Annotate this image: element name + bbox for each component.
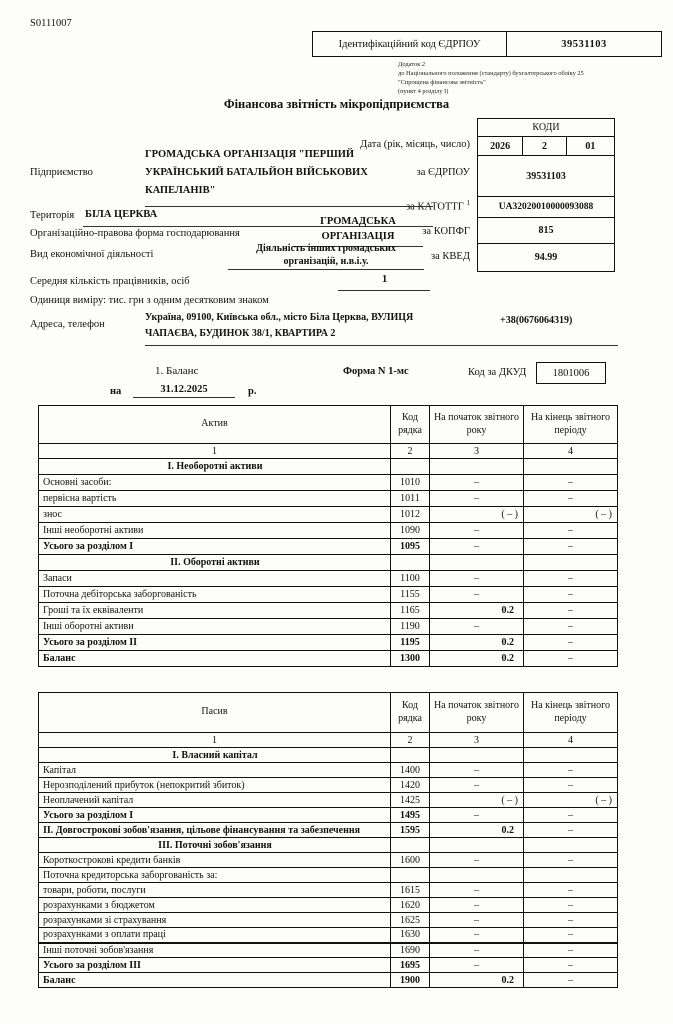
value-period-start <box>430 838 524 853</box>
table-row <box>39 808 618 823</box>
row-code <box>391 459 430 475</box>
section-header-row <box>39 748 618 763</box>
kopfg-label: за КОПФГ <box>422 226 470 237</box>
row-label: Основні засоби: <box>39 475 391 491</box>
table-header-row <box>39 406 618 444</box>
value-period-end: – <box>524 571 618 587</box>
value-period-end: ( – ) <box>524 793 618 808</box>
row-label: Усього за розділом II <box>39 635 391 651</box>
col-number: 4 <box>524 733 618 748</box>
col-number: 3 <box>430 733 524 748</box>
value-period-end: – <box>524 928 618 943</box>
table-row <box>39 491 618 507</box>
value-period-end: – <box>524 619 618 635</box>
activity-value: Діяльність інших громадських організацій, н.в.і.у. <box>256 243 396 267</box>
col-number: 1 <box>39 444 391 459</box>
territory-value: БІЛА ЦЕРКВА <box>85 209 158 220</box>
value-period-start: – <box>430 808 524 823</box>
row-label: Усього за розділом III <box>39 958 391 973</box>
col-header-period-end: На кінець звітного періоду <box>524 693 618 733</box>
row-code: 1900 <box>391 973 430 988</box>
value-period-end: – <box>524 958 618 973</box>
value-period-start: – <box>430 571 524 587</box>
row-label: товари, роботи, послуги <box>39 883 391 898</box>
row-label: Баланс <box>39 651 391 667</box>
value-period-end: – <box>524 883 618 898</box>
value-period-start: – <box>430 778 524 793</box>
row-label: II. Довгострокові зобов'язання, цільове фінансування та забезпечення <box>39 823 391 838</box>
edrpou-label: за ЄДРПОУ <box>416 167 470 178</box>
row-code <box>391 868 430 883</box>
row-code: 1090 <box>391 523 430 539</box>
section-header-row <box>39 838 618 853</box>
value-period-start: ( – ) <box>430 507 524 523</box>
col-header-row-code: Код рядка <box>391 406 430 444</box>
column-number-row <box>39 444 618 459</box>
value-period-end: – <box>524 651 618 667</box>
table-row <box>39 475 618 491</box>
value-period-start: – <box>430 898 524 913</box>
row-label: Короткострокові кредити банків <box>39 853 391 868</box>
value-period-start <box>430 748 524 763</box>
table-row <box>39 928 618 943</box>
katottg-code-cell: UA32020010000093088 <box>498 202 594 212</box>
table-row <box>39 853 618 868</box>
kved-label: за КВЕД <box>430 251 470 262</box>
value-period-start: 0.2 <box>430 635 524 651</box>
value-period-start <box>430 555 524 571</box>
value-period-end <box>524 868 618 883</box>
value-period-start: – <box>430 913 524 928</box>
value-period-end: – <box>524 763 618 778</box>
legal-form-value: ГРОМАДСЬКА ОРГАНІЗАЦІЯ <box>320 216 396 242</box>
value-period-start: – <box>430 619 524 635</box>
row-label: III. Поточні зобов'язання <box>39 838 391 853</box>
section-header-row <box>39 555 618 571</box>
row-label: Поточна кредиторська заборгованість за: <box>39 868 391 883</box>
col-header-liability: Пасив <box>39 693 391 733</box>
edrpou-code-cell: 39531103 <box>526 170 566 182</box>
table-row <box>39 793 618 808</box>
row-label: знос <box>39 507 391 523</box>
row-label: Гроші та їх еквіваленти <box>39 603 391 619</box>
table-row <box>39 958 618 973</box>
section-header-row <box>39 459 618 475</box>
table-row <box>39 883 618 898</box>
table-row <box>39 635 618 651</box>
activity-underline <box>228 269 424 270</box>
territory-label: Територія <box>30 210 75 221</box>
date-day-cell: 01 <box>585 140 596 152</box>
asset-balance-table <box>38 405 618 667</box>
value-period-end: – <box>524 539 618 555</box>
value-period-start: 0.2 <box>430 973 524 988</box>
row-label: Нерозподілений прибуток (непокритий збиток) <box>39 778 391 793</box>
table-row <box>39 523 618 539</box>
row-code: 1190 <box>391 619 430 635</box>
kopfg-code-cell: 815 <box>538 225 554 236</box>
row-label: первісна вартість <box>39 491 391 507</box>
col-header-period-start: На початок звітного року <box>430 693 524 733</box>
value-period-end: – <box>524 587 618 603</box>
codes-box <box>477 118 615 272</box>
value-period-start: 0.2 <box>430 603 524 619</box>
value-period-end: – <box>524 853 618 868</box>
value-period-start <box>430 459 524 475</box>
row-code: 1420 <box>391 778 430 793</box>
row-label: Усього за розділом I <box>39 539 391 555</box>
value-period-start: – <box>430 928 524 943</box>
value-period-end: – <box>524 523 618 539</box>
column-number-row <box>39 733 618 748</box>
employees-value: 1 <box>382 274 388 285</box>
report-date-prefix: на <box>110 386 122 397</box>
address-underline <box>145 345 618 346</box>
value-period-end: – <box>524 778 618 793</box>
value-period-start: – <box>430 491 524 507</box>
row-code: 1615 <box>391 883 430 898</box>
table-row <box>39 973 618 988</box>
liability-table-body <box>39 748 618 988</box>
date-year-cell: 2026 <box>478 137 523 155</box>
row-label: II. Оборотні активи <box>39 555 391 571</box>
row-code: 1155 <box>391 587 430 603</box>
value-period-start: 0.2 <box>430 651 524 667</box>
asset-table-body <box>39 459 618 667</box>
row-label: Інші оборотні активи <box>39 619 391 635</box>
value-period-end: – <box>524 475 618 491</box>
value-period-end: ( – ) <box>524 507 618 523</box>
row-code: 1095 <box>391 539 430 555</box>
address-label: Адреса, телефон <box>30 319 105 330</box>
value-period-start: – <box>430 883 524 898</box>
table-row <box>39 619 618 635</box>
row-label: Запаси <box>39 571 391 587</box>
row-code: 1400 <box>391 763 430 778</box>
value-period-end: – <box>524 635 618 651</box>
row-code: 1425 <box>391 793 430 808</box>
col-number: 1 <box>39 733 391 748</box>
value-period-start: – <box>430 958 524 973</box>
table-row <box>39 571 618 587</box>
row-code: 1300 <box>391 651 430 667</box>
col-header-period-end: На кінець звітного періоду <box>524 406 618 444</box>
row-label: I. Власний капітал <box>39 748 391 763</box>
row-label: Інші поточні зобов'язання <box>39 943 391 958</box>
table-row <box>39 763 618 778</box>
row-label: Баланс <box>39 973 391 988</box>
value-period-start: ( – ) <box>430 793 524 808</box>
dkud-value-box: 1801006 <box>536 362 606 384</box>
row-label: Інші необоротні активи <box>39 523 391 539</box>
row-code: 1495 <box>391 808 430 823</box>
enterprise-name-value: ГРОМАДСЬКА ОРГАНІЗАЦІЯ "ПЕРШИЙ УКРАЇНСЬКИЙ БАТАЛЬЙОН ВІЙСЬКОВИХ КАПЕЛАНІВ" <box>145 149 368 196</box>
unit-note: Одиниця виміру: тис. грн з одним десятковим знаком <box>30 295 269 306</box>
row-label: розрахунками зі страхування <box>39 913 391 928</box>
table-row <box>39 603 618 619</box>
row-code: 1620 <box>391 898 430 913</box>
value-period-end: – <box>524 808 618 823</box>
value-period-end: – <box>524 491 618 507</box>
row-code: 1695 <box>391 958 430 973</box>
row-label: Неоплачений капітал <box>39 793 391 808</box>
value-period-start: – <box>430 539 524 555</box>
row-label: Усього за розділом I <box>39 808 391 823</box>
row-code: 1595 <box>391 823 430 838</box>
employees-label: Середня кількість працівників, осіб <box>30 276 190 287</box>
col-header-row-code: Код рядка <box>391 693 430 733</box>
edrpou-id-box <box>312 31 662 57</box>
col-number: 3 <box>430 444 524 459</box>
codes-header: КОДИ <box>532 122 560 133</box>
table-row <box>39 913 618 928</box>
table-header-row <box>39 693 618 733</box>
row-code: 1165 <box>391 603 430 619</box>
row-label: Поточна дебіторська заборгованість <box>39 587 391 603</box>
legal-form-label: Організаційно-правова форма господарювання <box>30 228 240 239</box>
regulation-notes: Додаток 2 до Національного положення (стандарту) бухгалтерського обліку 25 "Спрощена фінансова звітність" (пункт 4 розділу I) <box>398 61 584 95</box>
employees-underline <box>338 290 430 291</box>
table-row <box>39 898 618 913</box>
balance-section-title: 1. Баланс <box>155 365 199 377</box>
table-row <box>39 651 618 667</box>
row-label: розрахунками з оплати праці <box>39 928 391 943</box>
row-code: 1011 <box>391 491 430 507</box>
table-row <box>39 587 618 603</box>
form-number: Форма N 1-мс <box>343 366 409 377</box>
row-code: 1010 <box>391 475 430 491</box>
row-code: 1100 <box>391 571 430 587</box>
value-period-end: – <box>524 603 618 619</box>
phone-value: +38(0676064319) <box>500 315 573 326</box>
row-code: 1012 <box>391 507 430 523</box>
row-code: 1195 <box>391 635 430 651</box>
value-period-start: – <box>430 475 524 491</box>
dkud-label: Код за ДКУД <box>468 367 527 378</box>
table-row <box>39 507 618 523</box>
row-code <box>391 748 430 763</box>
value-period-start <box>430 868 524 883</box>
date-label: Дата (рік, місяць, число) <box>360 139 470 150</box>
value-period-end <box>524 748 618 763</box>
row-code <box>391 838 430 853</box>
table-row <box>39 823 618 838</box>
row-code: 1630 <box>391 928 430 943</box>
date-month-cell: 2 <box>523 137 566 155</box>
value-period-start: – <box>430 523 524 539</box>
katottg-label: за КАТОТТГ $^1$ <box>406 199 470 213</box>
value-period-start: – <box>430 763 524 778</box>
value-period-end: – <box>524 943 618 958</box>
value-period-start: 0.2 <box>430 823 524 838</box>
row-label: I. Необоротні активи <box>39 459 391 475</box>
row-label: розрахунками з бюджетом <box>39 898 391 913</box>
document-title: Фінансова звітність мікропідприємства <box>223 97 450 111</box>
value-period-start: – <box>430 587 524 603</box>
address-value: Україна, 09100, Київська обл., місто Біла Церква, ВУЛИЦЯ ЧАПАЄВА, БУДИНОК 38/1, КВАРТИРА 2 <box>145 312 414 339</box>
col-number: 4 <box>524 444 618 459</box>
col-header-asset: Актив <box>39 406 391 444</box>
value-period-end <box>524 555 618 571</box>
table-row <box>39 943 618 958</box>
liability-balance-table <box>38 692 618 988</box>
value-period-end: – <box>524 913 618 928</box>
value-period-end: – <box>524 823 618 838</box>
value-period-start: – <box>430 943 524 958</box>
value-period-end <box>524 459 618 475</box>
kved-code-cell: 94.99 <box>534 252 558 263</box>
form-barcode-id: S0111007 <box>30 18 72 29</box>
table-row <box>39 868 618 883</box>
row-code: 1625 <box>391 913 430 928</box>
col-number: 2 <box>391 733 430 748</box>
table-row <box>39 778 618 793</box>
row-label: Капітал <box>39 763 391 778</box>
col-header-period-start: На початок звітного року <box>430 406 524 444</box>
activity-label: Вид економічної діяльності <box>30 249 154 260</box>
value-period-end: – <box>524 898 618 913</box>
value-period-start: – <box>430 853 524 868</box>
value-period-end: – <box>524 973 618 988</box>
edrpou-id-label: Ідентифікаційний код ЄДРПОУ <box>313 32 507 56</box>
col-number: 2 <box>391 444 430 459</box>
report-date-suffix: р. <box>248 386 257 397</box>
enterprise-label: Підприємство <box>30 167 93 178</box>
table-row <box>39 539 618 555</box>
row-code: 1690 <box>391 943 430 958</box>
row-code: 1600 <box>391 853 430 868</box>
value-period-end <box>524 838 618 853</box>
row-code <box>391 555 430 571</box>
report-date-value: 31.12.2025 <box>133 384 235 398</box>
enterprise-underline <box>145 206 433 207</box>
edrpou-id-value: 39531103 <box>561 38 607 50</box>
